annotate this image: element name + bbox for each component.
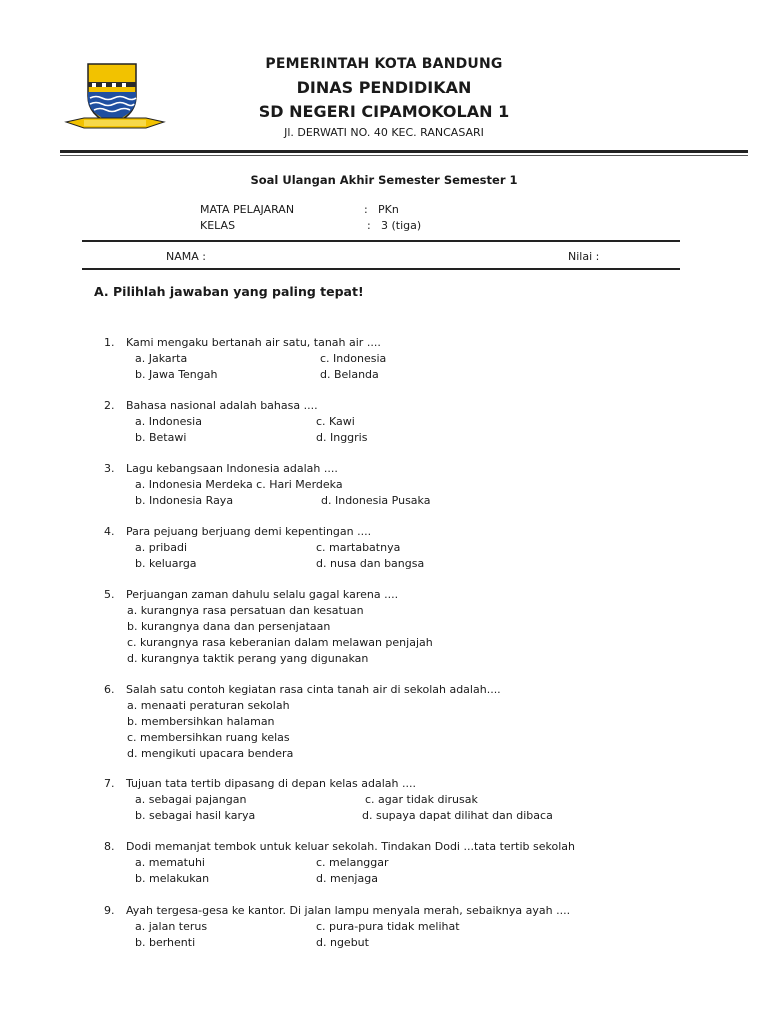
subject-value: PKn	[378, 203, 399, 216]
answer-option: b. melakukan	[135, 872, 210, 885]
answer-option: d. ngebut	[316, 936, 369, 949]
question-text: Lagu kebangsaan Indonesia adalah ....	[126, 462, 338, 475]
answer-option: d. Inggris	[316, 431, 368, 444]
question-text: Para pejuang berjuang demi kepentingan ....	[126, 525, 372, 538]
header-divider-thick	[60, 150, 748, 153]
question-number: 8.	[104, 840, 115, 853]
exam-title: Soal Ulangan Akhir Semester Semester 1	[250, 173, 518, 187]
answer-option: b. Betawi	[135, 431, 187, 444]
subject-colon: :	[364, 203, 368, 216]
answer-option: a. Indonesia Merdeka c. Hari Merdeka	[135, 478, 343, 491]
answer-option: d. kurangnya taktik perang yang digunakan	[127, 652, 369, 665]
question-number: 9.	[104, 904, 115, 917]
answer-option: a. pribadi	[135, 541, 188, 554]
name-row-bottom-rule	[82, 268, 680, 270]
question-text: Salah satu contoh kegiatan rasa cinta tanah air di sekolah adalah....	[126, 683, 501, 696]
answer-option: b. kurangnya dana dan persenjataan	[127, 620, 331, 633]
school-name: SD NEGERI CIPAMOKOLAN 1	[258, 102, 510, 121]
answer-option: c. Indonesia	[320, 352, 387, 365]
answer-option: b. Jawa Tengah	[135, 368, 218, 381]
question-text: Perjuangan zaman dahulu selalu gagal karena ....	[126, 588, 399, 601]
answer-option: a. kurangnya rasa persatuan dan kesatuan	[127, 604, 364, 617]
question-number: 3.	[104, 462, 115, 475]
school-address: Jl. DERWATI NO. 40 KEC. RANCASARI	[284, 126, 484, 139]
score-label: Nilai :	[568, 250, 600, 263]
answer-option: c. martabatnya	[316, 541, 401, 554]
question-text: Ayah tergesa-gesa ke kantor. Di jalan lampu menyala merah, sebaiknya ayah ....	[126, 904, 571, 917]
answer-option: d. menjaga	[316, 872, 378, 885]
header-divider-thin	[60, 155, 748, 156]
answer-option: b. membersihkan halaman	[127, 715, 275, 728]
answer-option: a. menaati peraturan sekolah	[127, 699, 290, 712]
question-number: 6.	[104, 683, 115, 696]
question-number: 7.	[104, 777, 115, 790]
answer-option: d. supaya dapat dilihat dan dibaca	[362, 809, 553, 822]
answer-option: c. Kawi	[316, 415, 355, 428]
question-number: 5.	[104, 588, 115, 601]
class-colon: :	[367, 219, 371, 232]
government-name: PEMERINTAH KOTA BANDUNG	[265, 56, 503, 72]
question-number: 4.	[104, 525, 115, 538]
answer-option: c. agar tidak dirusak	[365, 793, 478, 806]
name-label: NAMA :	[166, 250, 206, 263]
name-row-top-rule	[82, 240, 680, 242]
answer-option: d. Belanda	[320, 368, 379, 381]
question-text: Dodi memanjat tembok untuk keluar sekolah. Tindakan Dodi ...tata tertib sekolah	[126, 840, 575, 853]
answer-option: d. Indonesia Pusaka	[321, 494, 431, 507]
answer-option: a. sebagai pajangan	[135, 793, 247, 806]
department-name: DINAS PENDIDIKAN	[296, 78, 472, 97]
class-value: 3 (tiga)	[381, 219, 422, 232]
subject-label: MATA PELAJARAN	[200, 203, 295, 216]
answer-option: a. Jakarta	[135, 352, 188, 365]
question-number: 2.	[104, 399, 115, 412]
answer-option: a. Indonesia	[135, 415, 202, 428]
answer-option: a. mematuhi	[135, 856, 205, 869]
section-a-instruction: A. Pilihlah jawaban yang paling tepat!	[94, 284, 364, 299]
answer-option: c. pura-pura tidak melihat	[316, 920, 460, 933]
class-label: KELAS	[200, 219, 236, 232]
answer-option: b. berhenti	[135, 936, 196, 949]
answer-option: b. keluarga	[135, 557, 197, 570]
question-number: 1.	[104, 336, 115, 349]
question-text: Tujuan tata tertib dipasang di depan kelas adalah ....	[126, 777, 416, 790]
question-text: Kami mengaku bertanah air satu, tanah air ....	[126, 336, 381, 349]
answer-option: d. mengikuti upacara bendera	[127, 747, 294, 760]
answer-option: d. nusa dan bangsa	[316, 557, 425, 570]
answer-option: b. Indonesia Raya	[135, 494, 234, 507]
answer-option: c. kurangnya rasa keberanian dalam melawan penjajah	[127, 636, 433, 649]
question-text: Bahasa nasional adalah bahasa ....	[126, 399, 318, 412]
answer-option: a. jalan terus	[135, 920, 208, 933]
answer-option: c. membersihkan ruang kelas	[127, 731, 290, 744]
bandung-city-emblem	[64, 62, 166, 134]
answer-option: c. melanggar	[316, 856, 389, 869]
answer-option: b. sebagai hasil karya	[135, 809, 256, 822]
